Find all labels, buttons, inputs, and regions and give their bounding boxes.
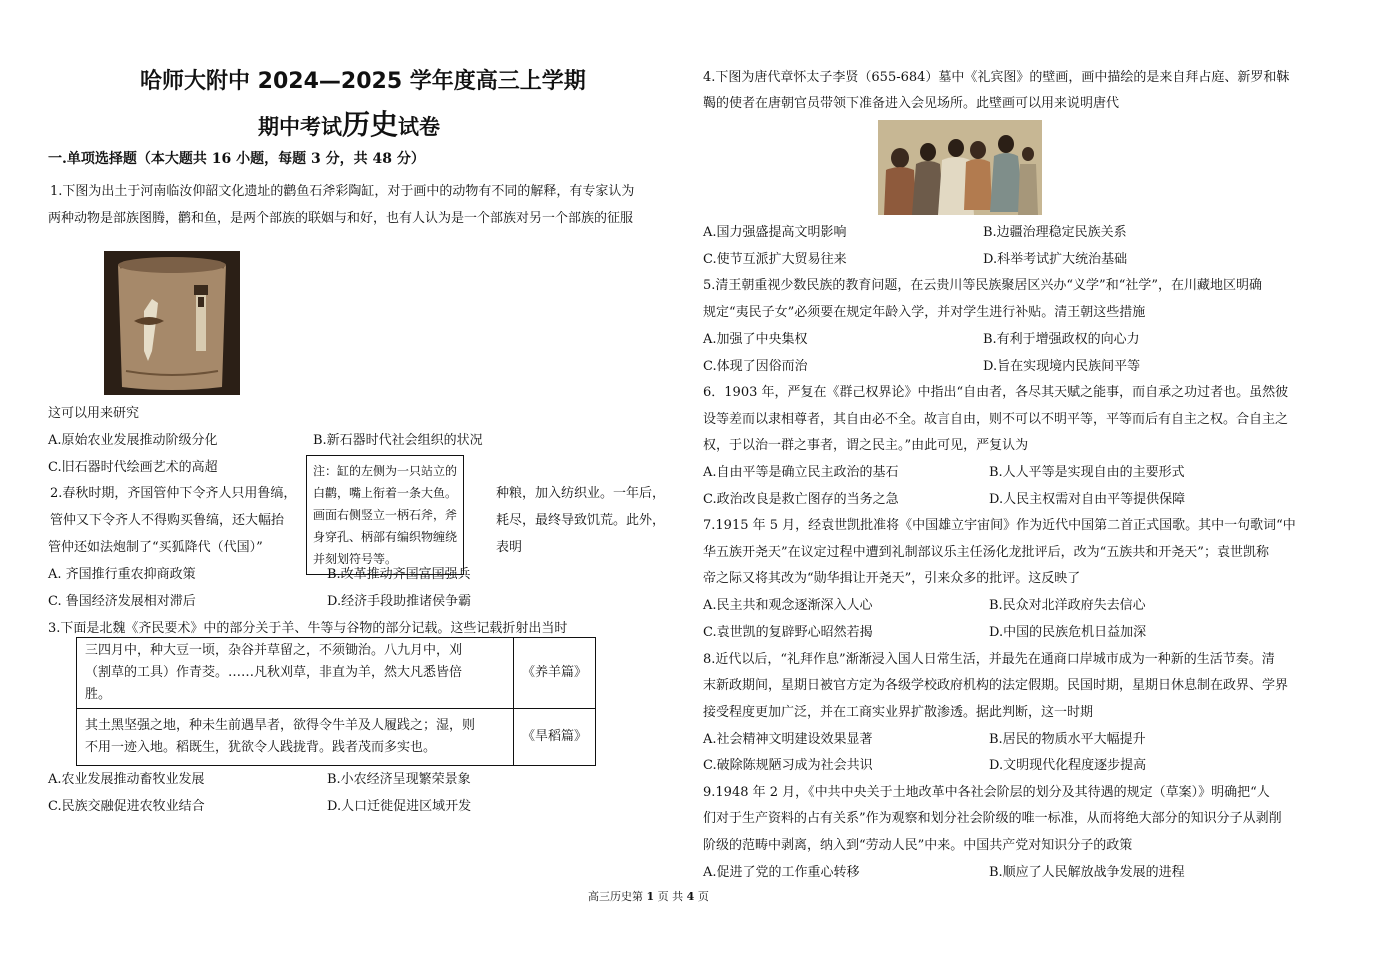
q2-option-d[interactable]: D.经济手段助推诸侯争霸 [327, 594, 472, 609]
q2-option-c[interactable]: C. 鲁国经济发展相对滞后 [48, 594, 196, 609]
q1-option-c[interactable]: C.旧石器时代绘画艺术的高超 [48, 460, 218, 475]
q6-stem-line3: 权，于以治一群之事者，谓之民主。”由此可见，严复认为 [703, 438, 1029, 453]
title-suffix: 试卷 [398, 115, 441, 139]
q8-option-a[interactable]: A.社会精神文明建设效果显著 [703, 732, 873, 747]
q3-option-a[interactable]: A.农业发展推动畜牧业发展 [48, 772, 205, 787]
q6-stem-line1: 6．1903 年，严复在《群己权界论》中指出“自由者，各尽其天赋之能事，而自承之功过者也。虽然彼 [703, 385, 1289, 400]
table-cell-source: 《养羊篇》 [513, 638, 595, 709]
q7-option-d[interactable]: D.中国的民族危机日益加深 [989, 625, 1147, 640]
note-line: 身穿孔、柄部有编织物缠绕 [313, 530, 458, 544]
q8-option-d[interactable]: D.文明现代化程度逐步提高 [989, 758, 1147, 773]
note-line: 画面右侧竖立一柄石斧，斧 [313, 508, 458, 522]
q4-option-d[interactable]: D.科举考试扩大统治基础 [983, 252, 1128, 267]
q7-stem-line2: 华五族开尧天”在议定过程中遭到礼制部议乐主任汤化龙批评后，改为“五族共和开尧天”；袁世凯称 [703, 545, 1269, 560]
q7-option-a[interactable]: A.民主共和观念逐渐深入人心 [703, 598, 873, 613]
q4-option-c[interactable]: C.使节互派扩大贸易往来 [703, 252, 847, 267]
mural-image [878, 120, 1042, 215]
q4-stem-line1: 4.下图为唐代章怀太子李贤（655-684）墓中《礼宾图》的壁画，画中描绘的是来自拜占庭、新罗和靺 [703, 70, 1290, 85]
q9-stem-line3: 阶级的范畴中剥离，纳入到“劳动人民”中来。中国共产党对知识分子的政策 [703, 838, 1133, 853]
cell-line: 三四月中，种大豆一顷，杂谷并草留之，不须锄治。八九月中，刈 [85, 643, 463, 658]
q3-option-d[interactable]: D.人口迁徙促进区域开发 [327, 799, 472, 814]
q9-option-a[interactable]: A.促进了党的工作重心转移 [703, 865, 860, 880]
q2-line1b: 种粮，加入纺织业。一年后， [496, 486, 666, 501]
table-cell-text [77, 638, 514, 709]
q2-line2a: 管仲又下令齐人不得购买鲁缟，还大幅抬 [50, 513, 285, 528]
q7-option-c[interactable]: C.袁世凯的复辟野心昭然若揭 [703, 625, 873, 640]
q3-option-c[interactable]: C.民族交融促进农牧业结合 [48, 799, 205, 814]
q8-stem-line1: 8.近代以后，“礼拜作息”渐渐浸入国人日常生活，并最先在通商口岸城市成为一种新的生活节奏。清 [703, 652, 1275, 667]
q9-stem-line1: 9.1948 年 2 月，《中共中央关于土地改革中各社会阶层的划分及其待遇的规定（草案）》明确把“人 [703, 785, 1270, 800]
q3-option-b[interactable]: B.小农经济呈现繁荣景象 [327, 772, 471, 787]
q9-stem-line2: 们对于生产资料的占有关系”作为观察和划分社会阶级的唯一标准，从而将绝大部分的知识分子从剥削 [703, 811, 1282, 826]
title-subject: 历史 [342, 108, 399, 141]
footer-total-pages: 4 [686, 890, 695, 903]
q7-option-b[interactable]: B.民众对北洋政府失去信心 [989, 598, 1146, 613]
q4-stem-line2: 鞨的使者在唐朝官员带领下准备进入会见场所。此壁画可以用来说明唐代 [703, 96, 1120, 111]
q2-line3a: 管仲还如法炮制了“买狐降代（代国）” [48, 540, 263, 555]
title-prefix: 期中考试 [258, 115, 342, 139]
cell-line: 不用一迹入地。稻既生，犹欲令人践拢背。践者茂而多实也。 [85, 740, 437, 755]
q2-option-a[interactable]: A. 齐国推行重农抑商政策 [48, 567, 196, 582]
cell-line: 其土黑坚强之地，种未生前遇旱者，欲得令牛羊及人履践之；湿，则 [85, 718, 476, 733]
q5-option-a[interactable]: A.加强了中央集权 [703, 332, 808, 347]
q1-stem-line2: 两种动物是部族图腾，鹳和鱼，是两个部族的联姻与和好，也有人认为是一个部族对另一个部族的征服 [48, 211, 634, 226]
table-cell-source: 《旱稻篇》 [513, 709, 595, 766]
q8-stem-line3: 接受程度更加广泛，并在工商实业界扩散渗透。据此判断，这一时期 [703, 705, 1094, 720]
q5-option-d[interactable]: D.旨在实现境内民族间平等 [983, 359, 1141, 374]
exam-title-line2 [258, 103, 440, 143]
q5-stem-line1: 5.清王朝重视少数民族的教育问题，在云贵川等民族聚居区兴办“义学”和“社学”，在川藏地区明确 [703, 278, 1262, 293]
footer-prefix: 高三历史第 [588, 890, 643, 903]
exam-title-line1: 哈师大附中 2024—2025 学年度高三上学期 [140, 69, 586, 94]
q5-option-c[interactable]: C.体现了因俗而治 [703, 359, 808, 374]
q9-option-b[interactable]: B.顺应了人民解放战争发展的进程 [989, 865, 1185, 880]
note-line: 注：缸的左侧为一只站立的 [313, 464, 458, 478]
q2-line1a: 2.春秋时期，齐国管仲下令齐人只用鲁缟， [50, 486, 297, 501]
q1-option-a[interactable]: A.原始农业发展推动阶级分化 [48, 433, 218, 448]
q5-stem-line2: 规定“夷民子女”必须要在规定年龄入学，并对学生进行补贴。清王朝这些措施 [703, 305, 1146, 320]
q6-stem-line2: 设等差而以隶相尊者，其自由必不全。故言自由，则不可以不明平等，平等而后有自主之权。合自主之 [703, 412, 1289, 427]
q6-option-c[interactable]: C.政治改良是救亡图存的当务之急 [703, 492, 899, 507]
q2-line3b: 表明 [496, 540, 523, 555]
q3-source-table [76, 637, 596, 766]
q2-line2b: 耗尽，最终导致饥荒。此外， [496, 513, 666, 528]
cell-line: 胜。 [85, 687, 112, 702]
q8-option-c[interactable]: C.破除陈规陋习成为社会共识 [703, 758, 873, 773]
footer-middle: 页 共 [657, 890, 684, 903]
note-line: 白鹳，嘴上衔着一条大鱼。 [313, 486, 458, 500]
note-line: 并刻划符号等。 [313, 552, 398, 566]
q4-option-a[interactable]: A.国力强盛提高文明影响 [703, 225, 847, 240]
page-footer [588, 888, 709, 904]
q3-stem: 3.下面是北魏《齐民要术》中的部分关于羊、牛等与谷物的部分记载。这些记载折射出当时 [48, 621, 568, 636]
footer-page-number: 1 [646, 890, 655, 903]
q7-stem-line3: 帝之际又将其改为“勋华揖让开尧天”，引来众多的批评。这反映了 [703, 571, 1081, 586]
q6-option-d[interactable]: D.人民主权需对自由平等提供保障 [989, 492, 1186, 507]
q8-option-b[interactable]: B.居民的物质水平大幅提升 [989, 732, 1146, 747]
table-row [77, 709, 596, 766]
section-heading: 一.单项选择题（本大题共 16 小题，每题 3 分，共 48 分） [48, 151, 425, 167]
q1-stem-line1: 1.下图为出土于河南临汝仰韶文化遗址的鹳鱼石斧彩陶缸，对于画中的动物有不同的解释，有专家认为 [50, 184, 635, 199]
q6-option-b[interactable]: B.人人平等是实现自由的主要形式 [989, 465, 1185, 480]
cell-line: （割草的工具）作青茭。……凡秋刈草，非直为羊，然大凡悉皆倍 [85, 665, 463, 680]
table-cell-text [77, 709, 514, 766]
q1-option-b[interactable]: B.新石器时代社会组织的状况 [313, 433, 483, 448]
footer-suffix: 页 [697, 890, 709, 903]
q1-image-note [306, 455, 464, 575]
q4-option-b[interactable]: B.边疆治理稳定民族关系 [983, 225, 1127, 240]
q8-stem-line2: 末新政期间，星期日被官方定为各级学校政府机构的法定假期。民国时期，星期日休息制在政界、学界 [703, 678, 1289, 693]
q7-stem-line1: 7.1915 年 5 月，经袁世凯批准将《中国雄立宇宙间》作为近代中国第二首正式国歌。其中一句歌词“中 [703, 518, 1296, 533]
q5-option-b[interactable]: B.有利于增强政权的向心力 [983, 332, 1140, 347]
q1-stem-line3: 这可以用来研究 [48, 406, 140, 421]
table-row [77, 638, 596, 709]
pottery-jar-image [104, 251, 240, 395]
q2-option-b[interactable]: B.改革推动齐国富国强兵 [327, 567, 471, 582]
q6-option-a[interactable]: A.自由平等是确立民主政治的基石 [703, 465, 899, 480]
